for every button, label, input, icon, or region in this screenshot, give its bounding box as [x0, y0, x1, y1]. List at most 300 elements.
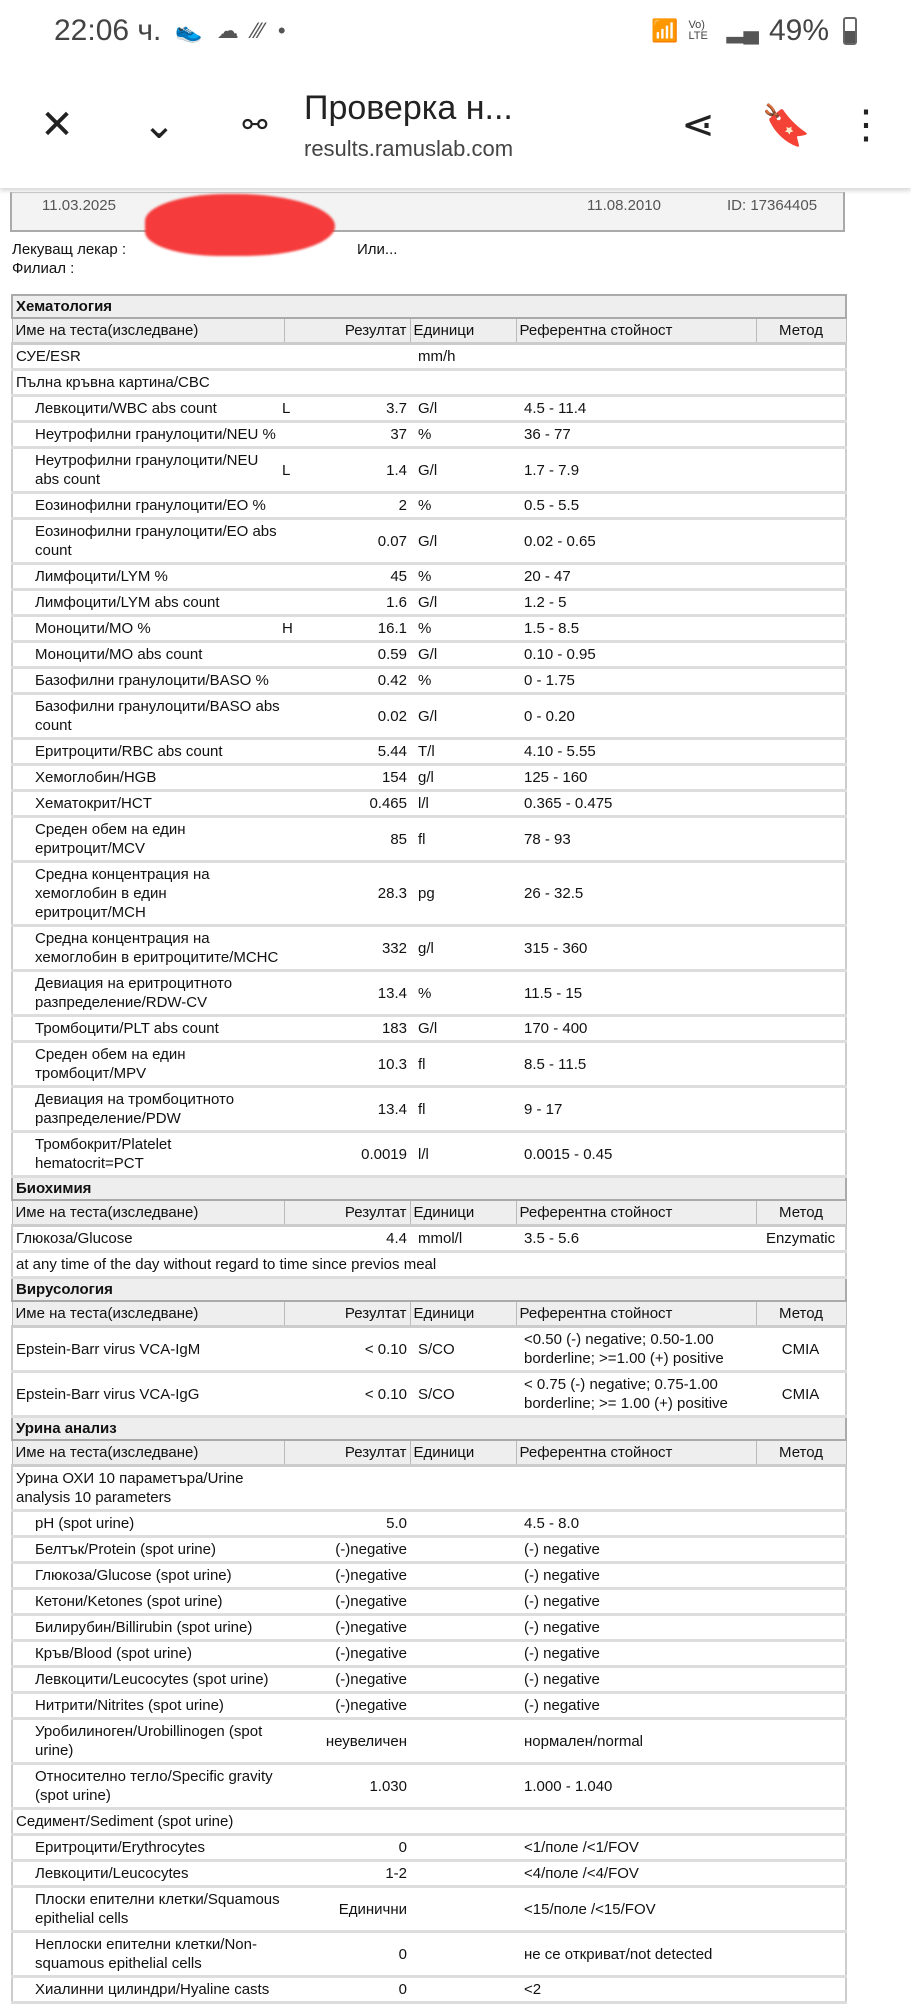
col-units: Единици — [410, 1440, 516, 1466]
result-cell — [284, 1372, 410, 1417]
result-row — [12, 1537, 846, 1563]
method — [756, 668, 846, 694]
result-cell — [284, 1087, 410, 1132]
reference-range: (-) negative — [516, 1615, 756, 1641]
result-row — [12, 862, 846, 926]
unit — [410, 1764, 516, 1809]
section-title: Урина анализ — [12, 1417, 846, 1441]
reference-range: 0.5 - 5.5 — [516, 493, 756, 519]
method — [756, 1563, 846, 1589]
column-header-row — [12, 1200, 846, 1226]
unit: % — [410, 493, 516, 519]
unit: G/l — [410, 519, 516, 564]
result-value: 0 — [398, 1945, 407, 1963]
section-title: Биохимия — [12, 1177, 846, 1201]
test-name: Белтък/Protein (spot urine) — [12, 1537, 284, 1563]
unit: % — [410, 668, 516, 694]
result-row — [12, 1641, 846, 1667]
method — [756, 448, 846, 493]
reference-range: 0 - 1.75 — [516, 668, 756, 694]
weather-rain-icon: ⁄⁄⁄ — [252, 18, 264, 43]
reference-range: 315 - 360 — [516, 926, 756, 971]
method — [756, 765, 846, 791]
test-name: Плоски епителни клетки/Squamous epithelial cells — [12, 1887, 284, 1932]
col-method: Метод — [756, 318, 846, 344]
unit: G/l — [410, 642, 516, 668]
result-row — [12, 971, 846, 1016]
results-table — [11, 294, 847, 2004]
result-cell — [284, 739, 410, 765]
col-ref: Референтна стойност — [516, 318, 756, 344]
reference-range: (-) negative — [516, 1537, 756, 1563]
result-cell — [284, 448, 410, 493]
reference-range: < 0.75 (-) negative; 0.75-1.00 borderline; >= 1.00 (+) positive — [516, 1372, 756, 1417]
reference-range: <15/поле /<15/FOV — [516, 1887, 756, 1932]
unit: S/CO — [410, 1327, 516, 1372]
method — [756, 1589, 846, 1615]
result-row — [12, 791, 846, 817]
method — [756, 1932, 846, 1977]
result-cell — [284, 590, 410, 616]
result-row — [12, 926, 846, 971]
test-name: Относително тегло/Specific gravity (spot urine) — [12, 1764, 284, 1809]
result-value: 2 — [398, 497, 407, 514]
col-method: Метод — [756, 1301, 846, 1327]
reference-range: нормален/normal — [516, 1719, 756, 1764]
battery-percent: 49% — [768, 14, 829, 47]
method — [756, 1861, 846, 1887]
unit: % — [410, 422, 516, 448]
result-cell — [284, 519, 410, 564]
method: CMIA — [756, 1372, 846, 1417]
patient-table — [10, 192, 845, 232]
reference-range: 8.5 - 11.5 — [516, 1042, 756, 1087]
unit: fl — [410, 1087, 516, 1132]
column-header-row — [12, 1440, 846, 1466]
col-result: Резултат — [284, 1200, 410, 1226]
unit: % — [410, 971, 516, 1016]
unit — [410, 1887, 516, 1932]
reference-range: не се откриват/not detected — [516, 1932, 756, 1977]
test-name: Билирубин/Billirubin (spot urine) — [12, 1615, 284, 1641]
method — [756, 1615, 846, 1641]
test-name: Еозинофилни гранулоцити/EO abs count — [12, 519, 284, 564]
result-row — [12, 1226, 846, 1252]
flag-indicator: H — [282, 620, 293, 637]
result-value: 3.7 — [386, 400, 407, 417]
result-value: 4.4 — [386, 1230, 407, 1247]
test-name: Среден обем на един тромбоцит/MPV — [12, 1042, 284, 1087]
result-value: < 0.10 — [364, 1340, 407, 1358]
method — [756, 1835, 846, 1861]
result-cell — [284, 1835, 410, 1861]
result-row — [12, 1835, 846, 1861]
result-row — [12, 370, 846, 396]
result-value: 0.42 — [377, 672, 407, 689]
method: CMIA — [756, 1327, 846, 1372]
status-bar — [0, 0, 911, 62]
method — [756, 817, 846, 862]
group-title: Пълна кръвна картина/CBC — [12, 370, 284, 396]
unit: l/l — [410, 791, 516, 817]
result-cell — [284, 616, 410, 642]
reference-range: 1.7 - 7.9 — [516, 448, 756, 493]
test-name: Левкоцити/WBC abs count — [12, 396, 284, 422]
result-row — [12, 1327, 846, 1372]
result-cell — [284, 1667, 410, 1693]
result-cell — [284, 926, 410, 971]
method — [756, 422, 846, 448]
reference-range: 0.365 - 0.475 — [516, 791, 756, 817]
test-name: Глюкоза/Glucose (spot urine) — [12, 1563, 284, 1589]
reference-range: (-) negative — [516, 1589, 756, 1615]
unit: G/l — [410, 694, 516, 739]
method — [756, 1132, 846, 1177]
clock: 22:06 ч. — [54, 14, 162, 47]
result-value: 45 — [390, 568, 407, 585]
reference-range: 4.10 - 5.55 — [516, 739, 756, 765]
unit: G/l — [410, 590, 516, 616]
report-date: 11.03.2025 — [42, 197, 116, 214]
test-name: Еритроцити/Erythrocytes — [12, 1835, 284, 1861]
result-value: неувеличен — [325, 1732, 407, 1750]
reference-range: 4.5 - 11.4 — [516, 396, 756, 422]
reference-range: 1.000 - 1.040 — [516, 1764, 756, 1809]
result-row — [12, 1252, 846, 1278]
share-icon[interactable]: ⋖ — [681, 103, 715, 147]
result-cell — [284, 668, 410, 694]
result-value: 1.6 — [386, 594, 407, 611]
result-cell — [284, 344, 410, 370]
result-cell — [284, 1042, 410, 1087]
method — [756, 344, 846, 370]
unit — [410, 1932, 516, 1977]
test-name: Кетони/Ketones (spot urine) — [12, 1589, 284, 1615]
test-name: Базофилни гранулоцити/BASO % — [12, 668, 284, 694]
col-method: Метод — [756, 1440, 846, 1466]
branch-label: Филиал : — [12, 260, 75, 277]
result-cell — [284, 564, 410, 590]
result-value: 10.3 — [377, 1055, 407, 1073]
result-cell — [284, 1226, 410, 1252]
unit: fl — [410, 1042, 516, 1087]
test-name: Левкоцити/Leucocytes — [12, 1861, 284, 1887]
empty-cell — [410, 1809, 516, 1835]
result-cell — [284, 694, 410, 739]
test-name: pH (spot urine) — [12, 1511, 284, 1537]
unit — [410, 1667, 516, 1693]
test-name: Левкоцити/Leucocytes (spot urine) — [12, 1667, 284, 1693]
doctor-label: Лекуващ лекар : — [12, 241, 127, 258]
result-value: < 0.10 — [364, 1385, 407, 1403]
reference-range: 0.02 - 0.65 — [516, 519, 756, 564]
col-ref: Референтна стойност — [516, 1440, 756, 1466]
result-row — [12, 1861, 846, 1887]
column-header-row — [12, 1301, 846, 1327]
result-cell — [284, 493, 410, 519]
col-units: Единици — [410, 318, 516, 344]
method — [756, 396, 846, 422]
test-name: Глюкоза/Glucose — [12, 1226, 284, 1252]
result-row — [12, 1087, 846, 1132]
empty-cell — [284, 1466, 410, 1511]
result-row — [12, 1932, 846, 1977]
result-cell — [284, 1327, 410, 1372]
flag-indicator: L — [282, 400, 291, 417]
result-row — [12, 422, 846, 448]
result-cell — [284, 971, 410, 1016]
result-value: 1.4 — [386, 461, 407, 479]
result-row — [12, 817, 846, 862]
reference-range: 170 - 400 — [516, 1016, 756, 1042]
result-row — [12, 519, 846, 564]
col-name: Име на теста(изследване) — [12, 1301, 284, 1327]
method — [756, 1537, 846, 1563]
reference-range: 125 - 160 — [516, 765, 756, 791]
result-row — [12, 1016, 846, 1042]
method — [756, 1667, 846, 1693]
report-content — [0, 192, 911, 2004]
method — [756, 694, 846, 739]
reference-range: 78 - 93 — [516, 817, 756, 862]
reference-range: 0.10 - 0.95 — [516, 642, 756, 668]
method — [756, 1719, 846, 1764]
empty-cell — [756, 1809, 846, 1835]
reference-range: <2 — [516, 1977, 756, 2003]
unit: fl — [410, 817, 516, 862]
unit: G/l — [410, 1016, 516, 1042]
result-value: 1-2 — [385, 1865, 407, 1882]
reference-range: 0.0015 - 0.45 — [516, 1132, 756, 1177]
unit — [410, 1977, 516, 2003]
result-value: 0.59 — [377, 646, 407, 663]
method — [756, 519, 846, 564]
col-name: Име на теста(изследване) — [12, 1200, 284, 1226]
col-result: Резултат — [284, 1301, 410, 1327]
test-name: Неплоски епителни клетки/Non-squamous epithelial cells — [12, 1932, 284, 1977]
result-cell — [284, 1641, 410, 1667]
result-cell — [284, 791, 410, 817]
result-value: (-)negative — [335, 1645, 407, 1662]
unit — [410, 1693, 516, 1719]
result-cell — [284, 1977, 410, 2003]
test-name: Нитрити/Nitrites (spot urine) — [12, 1693, 284, 1719]
reference-range: (-) negative — [516, 1693, 756, 1719]
reference-range: 9 - 17 — [516, 1087, 756, 1132]
result-value: 154 — [381, 769, 407, 786]
unit: G/l — [410, 448, 516, 493]
unit — [410, 1589, 516, 1615]
method — [756, 1641, 846, 1667]
page-url: results.ramuslab.com — [304, 135, 514, 161]
result-value: 16.1 — [377, 620, 407, 637]
method — [756, 862, 846, 926]
result-cell — [284, 1932, 410, 1977]
test-name: Базофилни гранулоцити/BASO abs count — [12, 694, 284, 739]
result-value: (-)negative — [335, 1567, 407, 1584]
col-ref: Референтна стойност — [516, 1301, 756, 1327]
unit: G/l — [410, 396, 516, 422]
result-cell — [284, 862, 410, 926]
test-name: Epstein-Barr virus VCA-IgG — [12, 1372, 284, 1417]
col-result: Резултат — [284, 318, 410, 344]
section-header — [12, 1417, 846, 1441]
section-header — [12, 295, 846, 318]
result-row — [12, 1589, 846, 1615]
result-cell — [284, 1615, 410, 1641]
test-name: Девиация на еритроцитното разпределение/RDW-CV — [12, 971, 284, 1016]
unit: g/l — [410, 765, 516, 791]
result-row — [12, 1132, 846, 1177]
result-value: 0 — [398, 1839, 407, 1856]
result-row — [12, 1466, 846, 1511]
result-cell — [284, 817, 410, 862]
test-name: Тромбоцити/PLT abs count — [12, 1016, 284, 1042]
test-name: Хиалинни цилиндри/Hyaline casts — [12, 1977, 284, 2003]
section-header — [12, 1177, 846, 1201]
test-name: Epstein-Barr virus VCA-IgM — [12, 1327, 284, 1372]
col-units: Единици — [410, 1301, 516, 1327]
test-name: Неутрофилни гранулоцити/NEU % — [12, 422, 284, 448]
network-label: Vo) LTE — [688, 19, 708, 42]
reference-range: <0.50 (-) negative; 0.50-1.00 borderline; >=1.00 (+) positive — [516, 1327, 756, 1372]
method — [756, 1693, 846, 1719]
unit: mm/h — [410, 344, 516, 370]
method — [756, 616, 846, 642]
close-icon[interactable]: ✕ — [40, 103, 74, 147]
result-value: 1.030 — [369, 1777, 407, 1795]
result-row — [12, 616, 846, 642]
reference-range: (-) negative — [516, 1563, 756, 1589]
result-row — [12, 1511, 846, 1537]
title-area[interactable] — [290, 89, 663, 162]
steps-icon: 👟 — [175, 18, 203, 43]
test-name: Среден обем на един еритроцит/MCV — [12, 817, 284, 862]
chevron-down-icon[interactable]: ⌄ — [142, 103, 176, 147]
result-value: 0 — [398, 1981, 407, 1998]
empty-cell — [516, 1809, 756, 1835]
unit — [410, 1835, 516, 1861]
test-name: Еритроцити/RBC abs count — [12, 739, 284, 765]
result-value: 0.02 — [377, 707, 407, 725]
method — [756, 1511, 846, 1537]
result-value: (-)negative — [335, 1541, 407, 1558]
result-cell — [284, 1861, 410, 1887]
unit: mmol/l — [410, 1226, 516, 1252]
empty-cell — [516, 370, 756, 396]
method — [756, 1887, 846, 1932]
result-value: Единични — [338, 1900, 407, 1918]
col-name: Име на теста(изследване) — [12, 318, 284, 344]
reference-range: 36 - 77 — [516, 422, 756, 448]
result-cell — [284, 1887, 410, 1932]
unit: T/l — [410, 739, 516, 765]
result-cell — [284, 1537, 410, 1563]
bookmark-icon[interactable]: 🔖 — [761, 103, 811, 148]
test-name: Лимфоцити/LYM % — [12, 564, 284, 590]
empty-cell — [410, 370, 516, 396]
result-cell — [284, 1719, 410, 1764]
result-cell — [284, 1563, 410, 1589]
result-value: 85 — [390, 830, 407, 848]
result-row — [12, 765, 846, 791]
cloud-icon: ☁ — [216, 18, 239, 43]
test-name: Кръв/Blood (spot urine) — [12, 1641, 284, 1667]
result-row — [12, 1719, 846, 1764]
result-cell — [284, 642, 410, 668]
unit — [410, 1719, 516, 1764]
result-row — [12, 493, 846, 519]
group-title: Седимент/Sediment (spot urine) — [12, 1809, 284, 1835]
unit — [410, 1641, 516, 1667]
col-result: Резултат — [284, 1440, 410, 1466]
reference-range: 26 - 32.5 — [516, 862, 756, 926]
column-header-row — [12, 318, 846, 344]
empty-cell — [284, 1809, 410, 1835]
col-ref: Референтна стойност — [516, 1200, 756, 1226]
unit: pg — [410, 862, 516, 926]
unit: l/l — [410, 1132, 516, 1177]
result-value: 0.465 — [369, 795, 407, 812]
test-name: Моноцити/MO % — [12, 616, 284, 642]
test-name: Моноцити/MO abs count — [12, 642, 284, 668]
result-row — [12, 344, 846, 370]
result-row — [12, 1372, 846, 1417]
result-value: (-)negative — [335, 1697, 407, 1714]
method — [756, 1016, 846, 1042]
reference-range: <4/поле /<4/FOV — [516, 1861, 756, 1887]
method — [756, 590, 846, 616]
result-cell — [284, 1016, 410, 1042]
result-value: 5.0 — [386, 1515, 407, 1532]
col-units: Единици — [410, 1200, 516, 1226]
more-options-icon[interactable]: ⋮ — [846, 103, 886, 147]
reference-range: (-) negative — [516, 1667, 756, 1693]
wifi-icon: 📶 — [651, 18, 679, 43]
result-row — [12, 1042, 846, 1087]
section-title: Вирусология — [12, 1278, 846, 1302]
result-cell — [284, 1511, 410, 1537]
unit — [410, 1537, 516, 1563]
result-value: (-)negative — [335, 1671, 407, 1688]
method — [756, 739, 846, 765]
result-value: 28.3 — [377, 885, 407, 902]
unit: S/CO — [410, 1372, 516, 1417]
result-row — [12, 396, 846, 422]
method — [756, 1977, 846, 2003]
method — [756, 1087, 846, 1132]
result-row — [12, 1563, 846, 1589]
page-settings-icon[interactable]: ⚯ — [242, 108, 268, 142]
test-name: Средна концентрация на хемоглобин в еритроцитите/MCHC — [12, 926, 284, 971]
test-name: Лимфоцити/LYM abs count — [12, 590, 284, 616]
reference-range: 11.5 - 15 — [516, 971, 756, 1016]
result-cell — [284, 396, 410, 422]
result-value: 13.4 — [377, 984, 407, 1002]
patient-id: ID: 17364405 — [727, 197, 818, 214]
browser-toolbar — [0, 62, 911, 188]
result-row — [12, 564, 846, 590]
reference-range — [516, 344, 756, 370]
section-header — [12, 1278, 846, 1302]
result-row — [12, 1977, 846, 2003]
result-cell — [284, 1764, 410, 1809]
method: Enzymatic — [756, 1226, 846, 1252]
reference-range: (-) negative — [516, 1641, 756, 1667]
test-name: Тромбокрит/Platelet hematocrit=PCT — [12, 1132, 284, 1177]
group-title: Урина ОХИ 10 параметъра/Urine analysis 10 parameters — [12, 1466, 284, 1511]
result-row — [12, 668, 846, 694]
